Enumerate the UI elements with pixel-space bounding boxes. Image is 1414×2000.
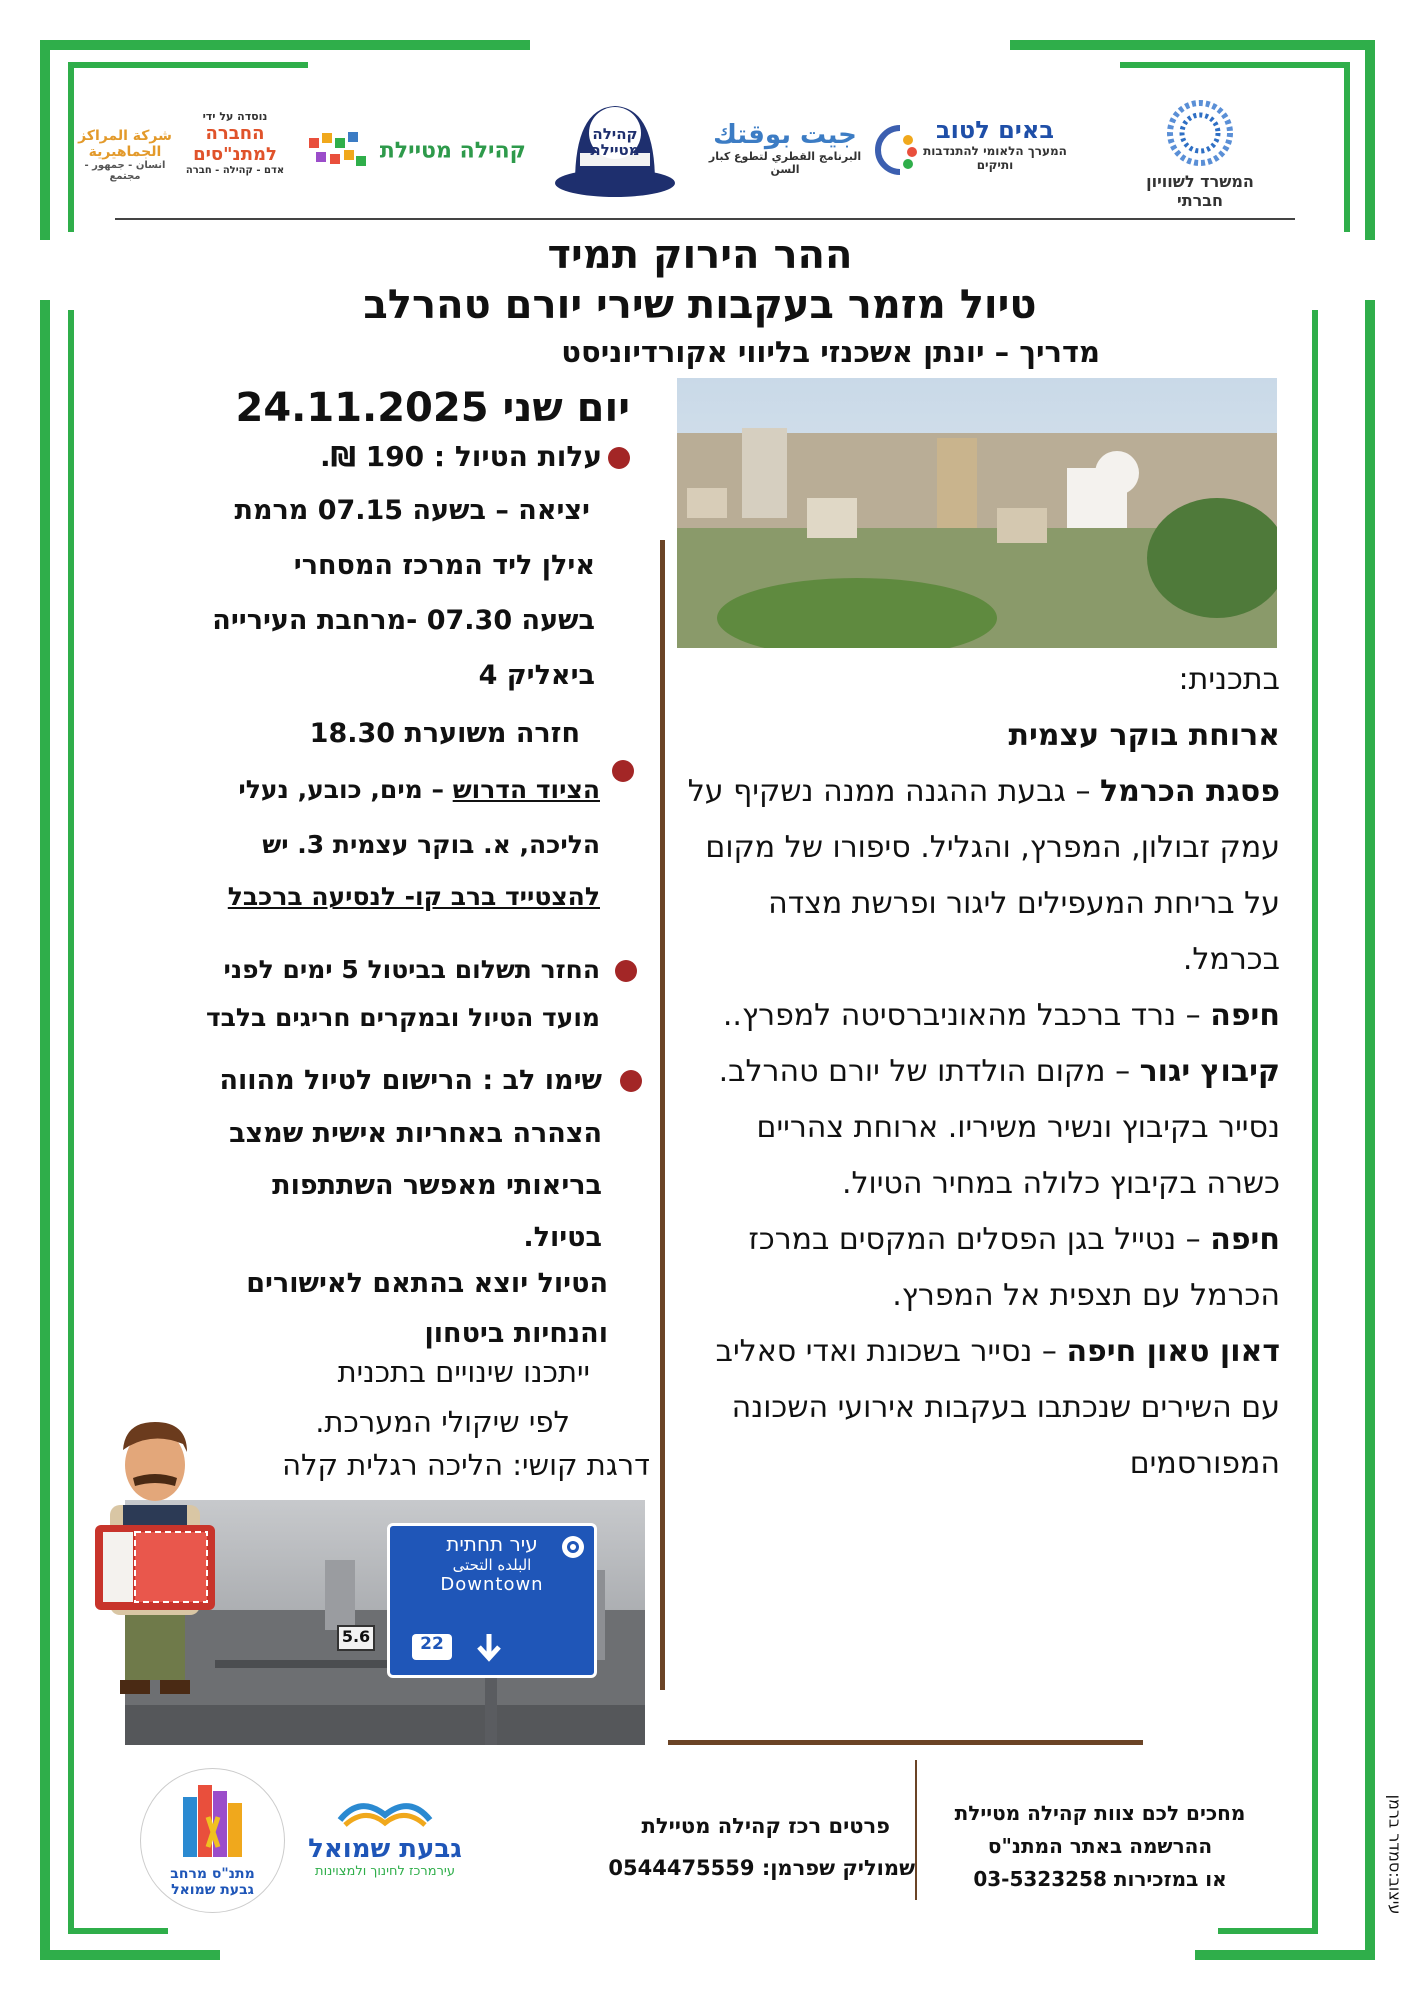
sharika-title: شركة المراكز الجماهيرية bbox=[78, 128, 172, 160]
thanks-line-2: ההרשמה באתר המתנ"ס bbox=[987, 1834, 1213, 1858]
company-title: החברה למתנ"סים bbox=[193, 123, 277, 165]
jeet-logo bbox=[705, 120, 865, 176]
sign-arabic: البلده التحتى bbox=[452, 1556, 532, 1574]
frame-inner-top-left bbox=[68, 62, 308, 68]
trip-date: יום שני 24.11.2025 bbox=[235, 385, 630, 431]
program-item-5-text: – נסייר בשכונת ואדי סאליב עם השירים שנכתבו בעקבות אירועי השכונה המפורסמים bbox=[715, 1334, 1280, 1481]
program-item-0-title: ארוחת בוקר עצמית bbox=[1008, 718, 1280, 753]
sign-hebrew: עיר תחתית bbox=[446, 1532, 538, 1556]
departure-line-2: אילן ליד המרכז המסחרי bbox=[293, 550, 595, 581]
program-item-2-text: – נרד ברכבל מהאוניברסיטה למפרץ.. bbox=[722, 998, 1211, 1033]
down-arrow-icon bbox=[472, 1632, 506, 1664]
refund-line-1: החזר תשלום בביטול 5 ימים לפני bbox=[223, 955, 600, 984]
hat-logo-text: קהילה מטיילת bbox=[590, 125, 640, 159]
equipment-label: הציוד הדרוש bbox=[452, 775, 600, 804]
equipment-line-2: הליכה, א. בוקר עצמית 3. יש bbox=[262, 830, 600, 859]
program-section bbox=[680, 652, 1280, 1492]
jeet-title: جيت بوقتك bbox=[713, 120, 857, 150]
hat-logo bbox=[550, 88, 680, 212]
jeet-subtitle: البرنامج القطري لتطوع كبار السن bbox=[708, 150, 862, 176]
equipment-text-1: – מים, כובע, נעלי bbox=[238, 775, 453, 804]
changes-line-2: לפי שיקולי המערכת. bbox=[315, 1405, 570, 1439]
guide-line: מדריך – יונתן אשכנזי בליווי אקורדיוניסט bbox=[561, 335, 1100, 369]
frame-inner-bottom-left bbox=[68, 1928, 168, 1934]
book-icon bbox=[330, 1785, 440, 1830]
cost-text: עלות הטיול : 190 ₪. bbox=[320, 440, 602, 473]
sign-english: Downtown bbox=[440, 1574, 544, 1595]
program-item-2-title: חיפה bbox=[1210, 998, 1280, 1033]
program-item-3-text: – מקום הולדתו של יורם טהרלב. נסייר בקיבוץ ונשיר משיריו. ארוחת צהריים כשרה בקיבוץ כלולה במחיר הטיול. bbox=[718, 1054, 1280, 1201]
sharika-logo bbox=[70, 128, 180, 182]
baim-letov-logo bbox=[910, 116, 1080, 172]
frame-right-top bbox=[1365, 40, 1375, 240]
frame-bottom-right bbox=[1195, 1950, 1375, 1960]
program-item-2 bbox=[680, 988, 1280, 1044]
company-top-text: נוסדה על ידי bbox=[202, 110, 268, 123]
frame-inner-bottom-right bbox=[1218, 1928, 1318, 1934]
note-line-2: הצהרה באחריות אישית שמצב bbox=[229, 1118, 602, 1149]
matnas-logo bbox=[140, 1768, 285, 1913]
program-heading: בתכנית: bbox=[1178, 662, 1280, 697]
program-item-4 bbox=[680, 1212, 1280, 1324]
route-shield bbox=[412, 1634, 452, 1660]
sub-title: טיול מזמר בעקבות שירי יורם טהרלב bbox=[363, 282, 1037, 328]
note-line-6: והנחיות ביטחון bbox=[424, 1318, 608, 1349]
departure-line-3: בשעה 07.30 -מרחבת העירייה bbox=[212, 605, 595, 636]
small-sign-text: 5.6 bbox=[341, 1627, 371, 1646]
frame-right-mid bbox=[1365, 300, 1375, 1960]
program-item-4-title: חיפה bbox=[1210, 1222, 1280, 1257]
community-logo bbox=[295, 128, 535, 178]
accordionist-illustration bbox=[75, 1410, 235, 1710]
designer-credit bbox=[1380, 1740, 1410, 1980]
note-line-1: שימו לב : הרישום לטיול מהווה bbox=[219, 1065, 602, 1096]
designer-text: עיצוב:סמדר ברמן bbox=[1385, 1794, 1405, 1915]
equipment-line-1 bbox=[120, 775, 600, 804]
program-item-0 bbox=[680, 708, 1280, 764]
frame-inner-right bbox=[1344, 62, 1350, 232]
company-logo bbox=[180, 110, 290, 176]
bullet-refund bbox=[615, 960, 637, 982]
equipment-line-3: להצטייד ברב קו- לנסיעה ברכבל bbox=[227, 882, 600, 911]
matnas-line-1: מתנ"ס מרחב bbox=[170, 1866, 255, 1882]
bottom-divider bbox=[668, 1740, 1143, 1745]
bullet-cost bbox=[608, 447, 630, 469]
frame-left-top bbox=[40, 40, 50, 240]
program-item-1-text: – גבעת ההגנה ממנה נשקיף על עמק זבולון, המפרץ, והגליל. סיפורו של מקום על בריחת המעפילים ליגור ופרשת מצדה בכרמל. bbox=[687, 774, 1280, 977]
program-item-3 bbox=[680, 1044, 1280, 1212]
frame-inner-left-mid bbox=[68, 310, 74, 1930]
column-divider bbox=[660, 540, 665, 1690]
difficulty-text: דרגת קושי: הליכה רגלית קלה bbox=[282, 1448, 650, 1482]
frame-left-mid bbox=[40, 300, 50, 1960]
footer-contact bbox=[560, 1805, 915, 1889]
community-logo-text: קהילה מטיילת bbox=[379, 138, 526, 164]
program-item-3-title: קיבוץ יגור bbox=[1139, 1054, 1280, 1089]
footer-thanks bbox=[930, 1797, 1270, 1896]
community-blocks-icon bbox=[304, 128, 374, 178]
program-item-1 bbox=[680, 764, 1280, 988]
ministry-emblem-icon bbox=[1165, 98, 1235, 168]
program-item-5 bbox=[680, 1324, 1280, 1492]
note-line-4: בטיול. bbox=[523, 1222, 602, 1253]
departure-line-1: יציאה – בשעה 07.15 מרמת bbox=[234, 495, 590, 526]
ministry-logo bbox=[1125, 98, 1275, 210]
frame-bottom-left bbox=[40, 1950, 220, 1960]
program-item-5-title: דאון טאון חיפה bbox=[1066, 1334, 1280, 1369]
frame-top-left bbox=[40, 40, 530, 50]
contact-line-1: פרטים רכז קהילה מטיילת bbox=[641, 1814, 890, 1838]
matnas-buildings-icon bbox=[178, 1777, 248, 1862]
main-title: ההר הירוק תמיד bbox=[547, 232, 853, 278]
company-subtitle: אדם - קהילה - חברה bbox=[185, 165, 285, 176]
program-item-1-title: פסגת הכרמל bbox=[1100, 774, 1280, 809]
bullet-equipment bbox=[612, 760, 634, 782]
bullet-note bbox=[620, 1070, 642, 1092]
frame-top-right bbox=[1010, 40, 1375, 50]
ministry-logo-text: המשרד לשוויון חברתי bbox=[1146, 172, 1254, 210]
thanks-line-3: או במזכירות 03-5323258 bbox=[973, 1867, 1227, 1891]
center-logo-sub: עירמרכז לחינוך ולמצוינות bbox=[315, 1864, 455, 1879]
haifa-photo bbox=[677, 378, 1277, 648]
center-logo bbox=[305, 1785, 465, 1879]
sharika-subtitle: انسان - جمهور - مجتمع bbox=[84, 160, 166, 182]
refund-line-2: מועד הטיול ובמקרים חריגים בלבד bbox=[205, 1003, 600, 1032]
frame-inner-top-right bbox=[1120, 62, 1350, 68]
program-item-4-text: – נטייל בגן הפסלים המקסים במרכז הכרמל עם תצפית אל המפרץ. bbox=[748, 1222, 1280, 1313]
note-line-3: בריאותי מאפשר השתתפות bbox=[272, 1170, 602, 1201]
logo-strip bbox=[78, 88, 1295, 220]
matnas-line-2: גבעת שמואל bbox=[171, 1882, 254, 1898]
baim-letov-title: באים לטוב bbox=[936, 116, 1054, 144]
baim-letov-subtitle: המערך הלאומי להתנדבות ותיקים bbox=[923, 144, 1067, 172]
small-sign bbox=[337, 1625, 375, 1651]
note-line-5: הטיול יוצא בהתאם לאישורים bbox=[246, 1268, 608, 1299]
frame-inner-right-mid bbox=[1312, 310, 1318, 1930]
contact-line-2: שמוליק שפרמן: 0544475559 bbox=[608, 1856, 915, 1880]
changes-line-1: ייתכנו שינויים בתכנית bbox=[337, 1355, 590, 1389]
center-logo-main: גבעת שמואל bbox=[308, 1834, 462, 1864]
target-icon bbox=[560, 1534, 586, 1560]
departure-line-4: ביאליק 4 bbox=[478, 660, 595, 691]
footer-thin-divider bbox=[915, 1760, 917, 1900]
route-number: 22 bbox=[420, 1634, 444, 1654]
thanks-line-1: מחכים לכם צוות קהילה מטיילת bbox=[954, 1801, 1246, 1825]
return-text: חזרה משוערת 18.30 bbox=[309, 718, 580, 749]
downtown-sign bbox=[387, 1523, 597, 1678]
colored-dots-icon bbox=[870, 120, 930, 180]
